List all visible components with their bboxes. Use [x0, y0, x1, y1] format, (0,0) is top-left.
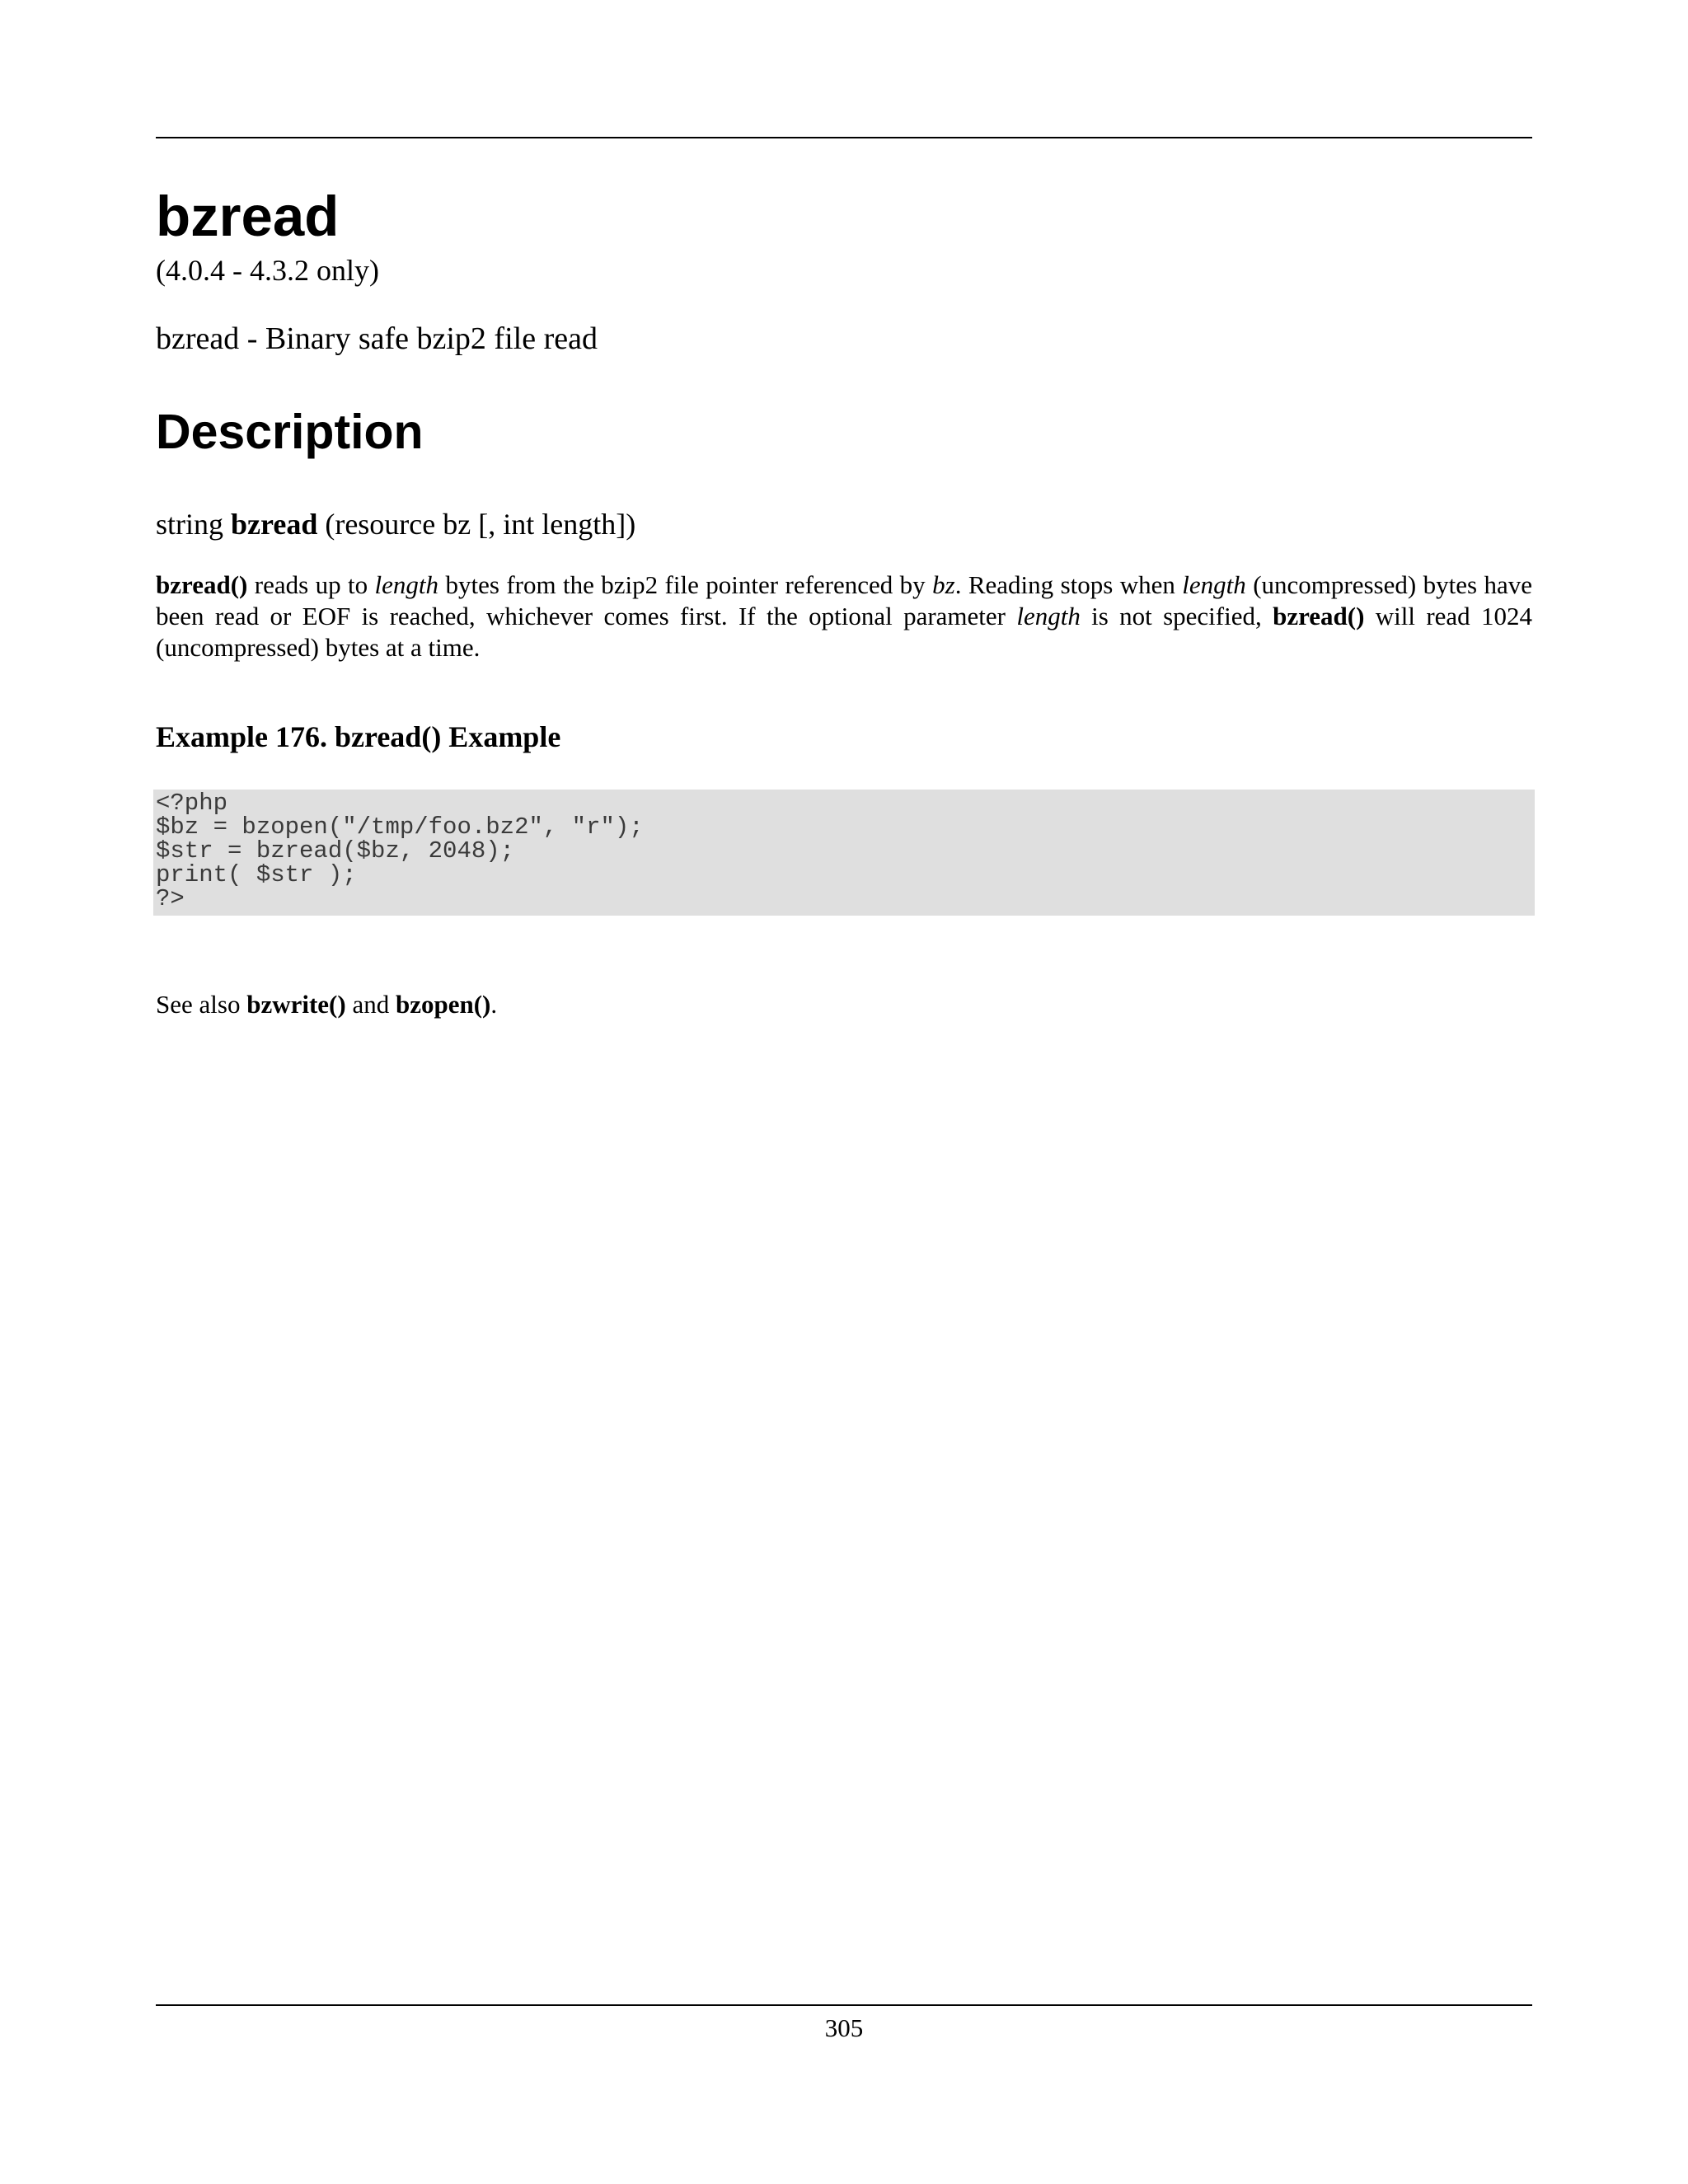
- description-text: will read 1024 (uncompressed) bytes at a time.: [156, 602, 1532, 662]
- synopsis-return-type: string: [156, 508, 224, 541]
- header-rule: [156, 137, 1532, 138]
- example-title: Example 176. bzread() Example: [156, 720, 561, 753]
- code-line: print( $str );: [156, 861, 357, 888]
- parameter-ref: length: [374, 570, 439, 599]
- description-heading: Description: [156, 405, 424, 459]
- code-line: <?php: [156, 790, 228, 817]
- see-also-prefix: See also: [156, 990, 247, 1019]
- page-number: 305: [824, 2013, 864, 2042]
- code-line: $str = bzread($bz, 2048);: [156, 837, 515, 865]
- code-line: $bz = bzopen("/tmp/foo.bz2", "r");: [156, 813, 644, 841]
- version-info: (4.0.4 - 4.3.2 only): [156, 254, 379, 287]
- document-page: [156, 0, 1532, 2184]
- description-text: reads up to: [247, 570, 375, 599]
- function-ref: bzread(): [1273, 602, 1365, 630]
- description-text: is not specified,: [1080, 602, 1273, 630]
- synopsis-function-name: bzread: [231, 508, 318, 541]
- parameter-ref: length: [1182, 570, 1246, 599]
- code-example: [153, 790, 1535, 916]
- see-also-middle: and: [345, 990, 396, 1019]
- parameter-ref: bz: [932, 570, 955, 599]
- see-also-link-bzwrite[interactable]: bzwrite(): [246, 990, 346, 1019]
- function-purpose: bzread - Binary safe bzip2 file read: [156, 321, 598, 356]
- see-also-link-bzopen[interactable]: bzopen(): [395, 990, 491, 1019]
- footer-rule: [156, 2004, 1532, 2006]
- description-text: (uncompressed) bytes have been read or EOF is reached, whichever comes first. If the optional parameter: [156, 570, 1532, 630]
- function-synopsis: [156, 507, 635, 542]
- description-paragraph: [156, 569, 1532, 663]
- see-also-suffix: .: [490, 990, 498, 1019]
- see-also: [156, 989, 497, 1019]
- page-title: bzread: [156, 185, 340, 248]
- function-ref: bzread(): [156, 570, 248, 599]
- code-line: ?>: [156, 885, 185, 912]
- parameter-ref: length: [1016, 602, 1081, 630]
- description-text: . Reading stops when: [954, 570, 1183, 599]
- synopsis-params: (resource bz [, int length]): [325, 508, 636, 541]
- description-text: bytes from the bzip2 file pointer referenced by: [438, 570, 933, 599]
